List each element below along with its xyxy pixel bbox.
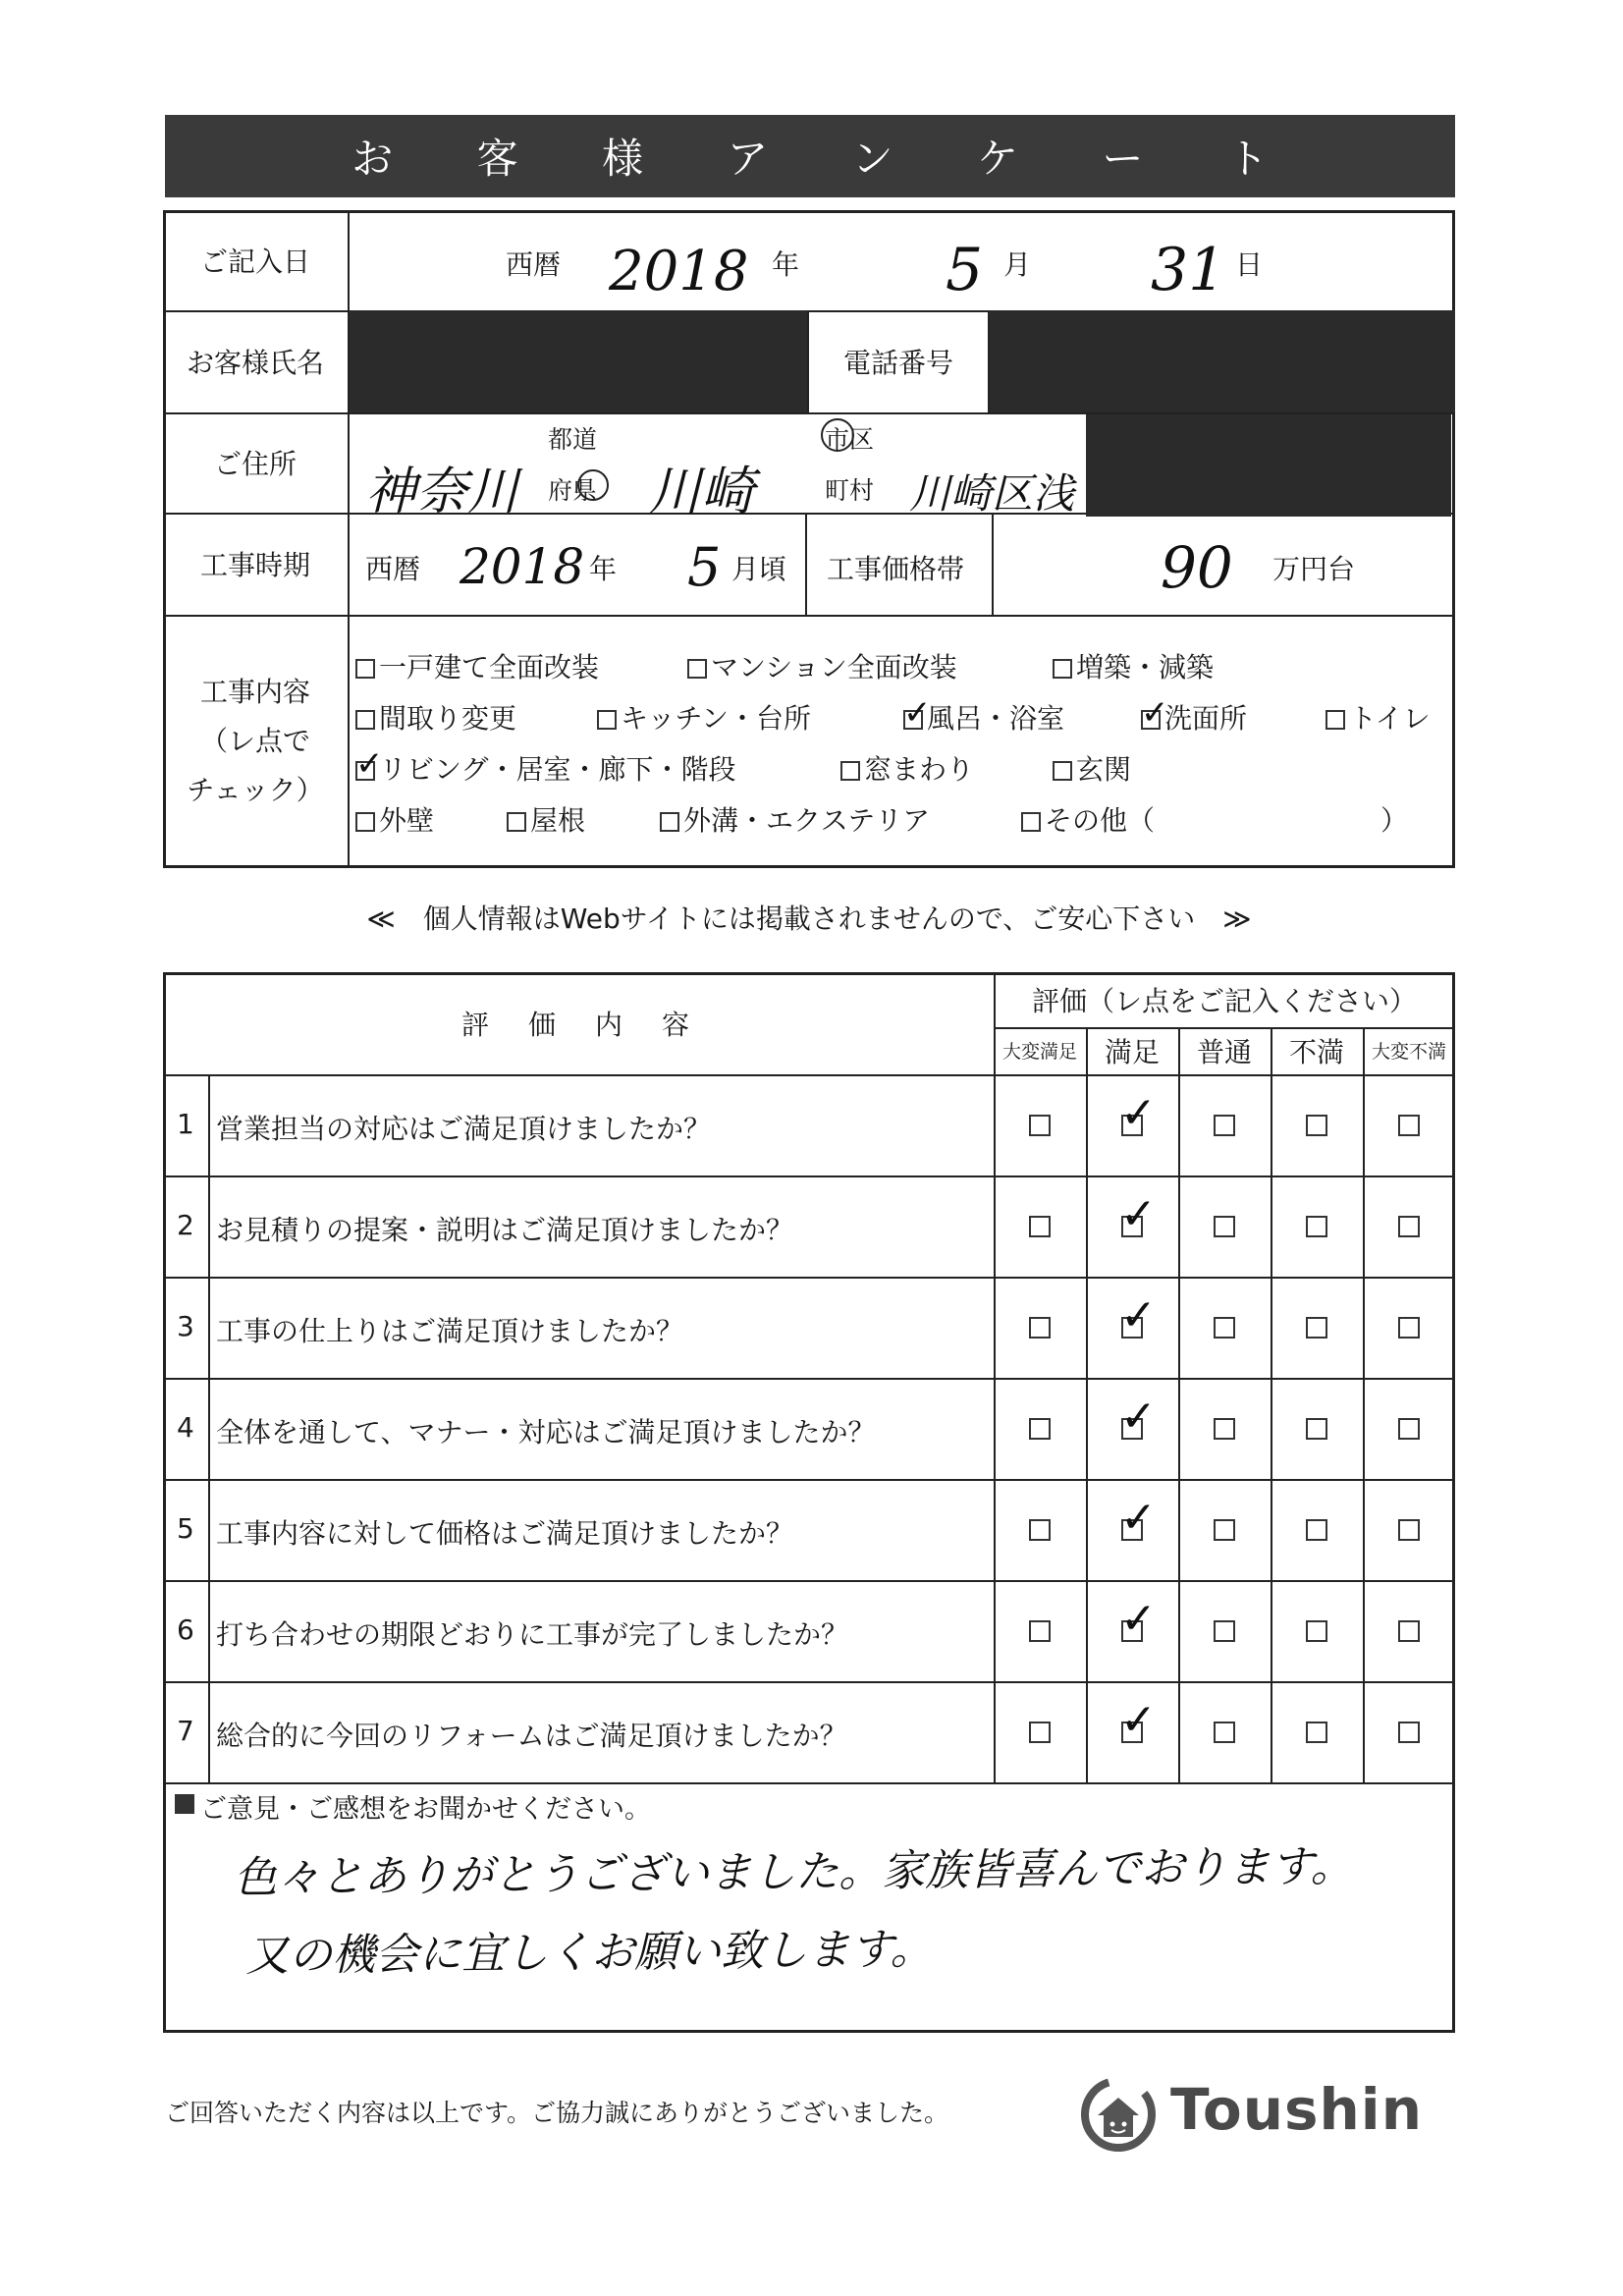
work-content-label	[163, 615, 348, 868]
date-day-value: 31	[1151, 236, 1226, 304]
rating-checkbox[interactable]	[1306, 1620, 1327, 1642]
rating-checkbox[interactable]	[1029, 1519, 1051, 1541]
check-mark-icon: ✓	[1141, 693, 1169, 733]
pref-suffix-bottom: 府県	[548, 476, 598, 505]
rating-checkbox[interactable]	[1306, 1519, 1327, 1541]
work-item[interactable]: 屋根	[507, 799, 585, 839]
rating-checkbox[interactable]	[1214, 1216, 1235, 1237]
check-mark-icon: ✓	[1120, 1087, 1157, 1138]
check-mark-icon: ✓	[1120, 1492, 1157, 1543]
rating-checkbox[interactable]	[1214, 1317, 1235, 1339]
rating-checkbox[interactable]	[1214, 1722, 1235, 1743]
address-redacted	[1086, 414, 1451, 517]
date-day-unit: 日	[1235, 248, 1264, 281]
rating-checkbox[interactable]	[1398, 1620, 1420, 1642]
date-year-unit: 年	[772, 248, 800, 281]
rating-checkbox[interactable]	[1306, 1216, 1327, 1237]
price-value: 90	[1161, 534, 1233, 601]
phone-label: 電話番号	[842, 347, 953, 379]
survey-title: お 客 様 ア ン ケ ー ト	[165, 115, 1455, 197]
work-item[interactable]: マンション全面改装	[687, 646, 957, 685]
rating-content-header: 評 価 内 容	[460, 1009, 695, 1041]
checkbox[interactable]	[355, 710, 375, 730]
schedule-month-unit: 月頃	[731, 553, 787, 585]
question-number: 5	[177, 1512, 194, 1545]
toushin-logo	[1076, 2072, 1449, 2151]
comments-bullet-icon	[175, 1794, 194, 1814]
other-close-paren: ）	[1380, 804, 1409, 837]
rating-checkbox[interactable]	[1214, 1620, 1235, 1642]
check-mark-icon: ✓	[1120, 1593, 1157, 1644]
checkbox[interactable]	[355, 659, 375, 679]
question-text: お見積りの提案・説明はご満足頂けましたか？	[216, 1214, 794, 1246]
logo-wordmark: Toushin	[1170, 2076, 1423, 2143]
checkbox[interactable]	[1021, 812, 1041, 832]
rating-checkbox[interactable]	[1306, 1115, 1327, 1136]
privacy-notice: ≪ 個人情報はWebサイトには掲載されませんので、ご安心下さい ≫	[366, 902, 1252, 935]
schedule-label: 工事時期	[199, 549, 310, 581]
house-cycle-icon	[1076, 2072, 1161, 2157]
rating-checkbox[interactable]	[1214, 1418, 1235, 1440]
work-item[interactable]: 玄関	[1053, 748, 1131, 788]
rating-checkbox[interactable]	[1398, 1519, 1420, 1541]
check-mark-icon: ✓	[1120, 1694, 1157, 1745]
question-text: 工事の仕上りはご満足頂けましたか？	[216, 1315, 684, 1347]
footer-thanks: ご回答いただく内容は以上です。ご協力誠にありがとうございました。	[165, 2099, 949, 2127]
question-text: 総合的に今回のリフォームはご満足頂けましたか？	[216, 1720, 847, 1752]
address-label: ご住所	[213, 448, 297, 480]
check-mark-icon: ✓	[355, 744, 384, 784]
pref-suffix-top: 都道	[548, 425, 598, 454]
work-item[interactable]: ✓ 風呂・浴室	[903, 693, 1065, 735]
schedule-year-value: 2018	[460, 538, 585, 595]
work-label-line-2: （レ点で	[199, 725, 310, 757]
city-suffix-top: 市区	[825, 425, 875, 454]
address-city-value: 川崎	[648, 461, 754, 522]
rating-checkbox[interactable]	[1398, 1216, 1420, 1237]
check-mark-icon: ✓	[1120, 1391, 1157, 1442]
work-item[interactable]: トイレ	[1325, 697, 1431, 737]
checkbox[interactable]	[355, 812, 375, 832]
rating-checkbox[interactable]	[1398, 1418, 1420, 1440]
work-item[interactable]: その他（	[1021, 799, 1155, 839]
level-dissatisfied: 不満	[1288, 1036, 1344, 1068]
work-label-line-1: 工事内容	[199, 676, 310, 708]
question-text: 営業担当の対応はご満足頂けましたか？	[216, 1113, 712, 1145]
rating-checkbox[interactable]	[1029, 1418, 1051, 1440]
level-satisfied: 満足	[1104, 1036, 1160, 1068]
rating-checkbox[interactable]	[1398, 1317, 1420, 1339]
customer-name-redacted	[350, 310, 807, 412]
check-mark-icon: ✓	[1120, 1188, 1157, 1239]
check-mark-icon: ✓	[1120, 1289, 1157, 1340]
checkbox-checked[interactable]	[1141, 693, 1169, 733]
date-year-value: 2018	[609, 240, 749, 303]
rating-checkbox[interactable]	[1398, 1115, 1420, 1136]
check-mark-icon: ✓	[903, 693, 932, 733]
work-item[interactable]: 一戸建て全面改装	[355, 646, 599, 685]
other-input[interactable]	[1184, 795, 1371, 835]
schedule-month-value: 5	[687, 536, 722, 598]
work-item[interactable]: 外溝・エクステリア	[660, 799, 930, 839]
city-circle-mark	[821, 418, 854, 452]
rating-checkbox[interactable]	[1214, 1519, 1235, 1541]
schedule-year-unit: 年	[589, 553, 618, 585]
question-text: 打ち合わせの期限どおりに工事が完了しましたか？	[216, 1618, 849, 1651]
question-number: 6	[177, 1613, 194, 1646]
comments-heading: ご意見・ご感想をお聞かせください。	[200, 1794, 651, 1825]
level-very-dissatisfied: 大変不満	[1371, 1041, 1446, 1063]
rating-checkbox[interactable]	[1029, 1115, 1051, 1136]
comment-line-2[interactable]: 又の機会に宜しくお願い致します。	[244, 1924, 934, 1982]
checkbox-checked[interactable]	[903, 693, 932, 733]
customer-name-label: お客様氏名	[186, 347, 324, 379]
date-label: ご記入日	[199, 246, 310, 278]
rating-eval-header: 評価（レ点をご記入ください）	[1031, 985, 1417, 1017]
rating-checkbox[interactable]	[1029, 1620, 1051, 1642]
checkbox[interactable]	[1053, 761, 1072, 781]
work-item[interactable]: 外壁	[355, 799, 434, 839]
rating-checkbox[interactable]	[1029, 1216, 1051, 1237]
question-number: 2	[177, 1209, 194, 1241]
work-label-line-3: チェック）	[187, 774, 324, 806]
date-era: 西暦	[506, 248, 562, 281]
rating-checkbox[interactable]	[1306, 1418, 1327, 1440]
price-label: 工事価格帯	[827, 553, 965, 585]
level-normal: 普通	[1196, 1036, 1252, 1068]
date-month-value: 5	[946, 236, 984, 304]
work-item[interactable]: ✓ 洗面所	[1141, 693, 1248, 735]
phone-redacted	[990, 310, 1455, 412]
work-item[interactable]: 窓まわり	[840, 748, 974, 788]
question-number: 1	[177, 1108, 194, 1140]
date-month-unit: 月	[1003, 248, 1032, 281]
rating-checkbox[interactable]	[1306, 1317, 1327, 1339]
checkbox[interactable]	[1325, 710, 1345, 730]
rating-checkbox[interactable]	[1214, 1115, 1235, 1136]
address-prefecture-value: 神奈川	[365, 463, 519, 521]
work-item[interactable]: キッチン・台所	[597, 697, 811, 737]
work-item[interactable]: 間取り変更	[355, 697, 516, 737]
checkbox[interactable]	[507, 812, 526, 832]
rating-checkbox[interactable]	[1029, 1722, 1051, 1743]
rating-checkbox[interactable]	[1306, 1722, 1327, 1743]
schedule-era: 西暦	[365, 553, 421, 585]
city-suffix-bottom: 町村	[825, 476, 875, 505]
checkbox[interactable]	[840, 761, 860, 781]
question-number: 7	[177, 1715, 194, 1747]
checkbox-checked[interactable]	[355, 744, 384, 784]
price-unit: 万円台	[1272, 553, 1356, 585]
question-text: 全体を通して、マナー・対応はご満足頂けましたか？	[216, 1416, 876, 1449]
checkbox[interactable]	[597, 710, 617, 730]
pref-circle-mark	[577, 469, 609, 501]
address-ward-value: 川崎区浅	[909, 469, 1075, 518]
work-item[interactable]: 増築・減築	[1053, 646, 1214, 685]
question-text: 工事内容に対して価格はご満足頂けましたか？	[216, 1517, 794, 1550]
checkbox[interactable]	[687, 659, 707, 679]
rating-checkbox[interactable]	[1398, 1722, 1420, 1743]
question-number: 4	[177, 1411, 194, 1444]
checkbox[interactable]	[1053, 659, 1072, 679]
level-very-satisfied: 大変満足	[1001, 1041, 1077, 1063]
checkbox[interactable]	[660, 812, 679, 832]
rating-checkbox[interactable]	[1029, 1317, 1051, 1339]
comment-line-1[interactable]: 色々とありがとうございました。家族皆喜んでおります。	[233, 1841, 1354, 1903]
work-item[interactable]: ✓ リビング・居室・廊下・階段	[355, 744, 736, 786]
question-number: 3	[177, 1310, 194, 1342]
